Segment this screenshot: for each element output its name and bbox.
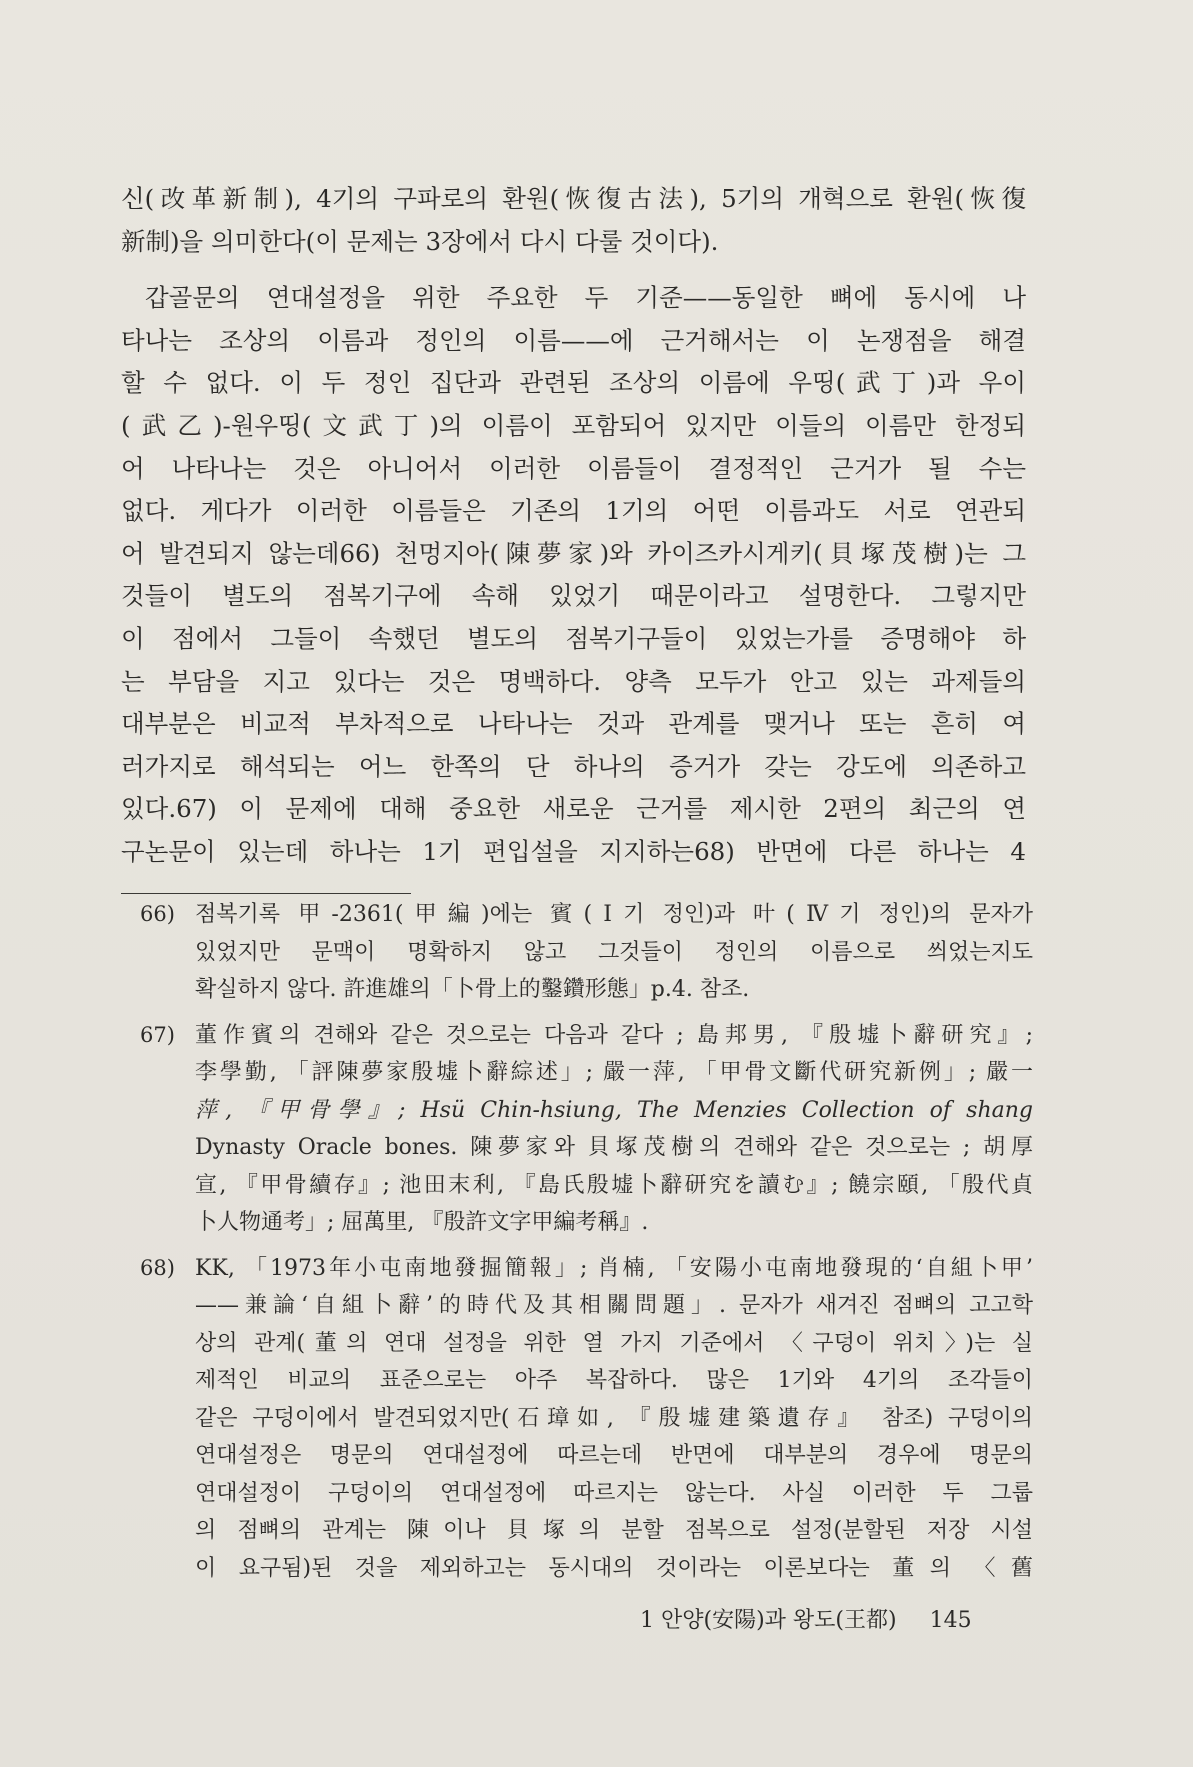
footnote-66 xyxy=(140,896,1033,1009)
footnote-line: 卜人物通考」; 屈萬里, 『殷許文字甲編考稱』. xyxy=(195,1210,649,1235)
footnote-line: Dynasty Oracle bones. 陳夢家와 貝塚茂樹의 견해와 같은 것으로는 ; 胡厚 xyxy=(195,1135,1033,1160)
text-line: 갑골문의 연대설정을 위한 주요한 두 기준——동일한 뼈에 동시에 나 xyxy=(145,283,1026,313)
footnote-67 xyxy=(140,1017,1033,1242)
text-line: 타나는 조상의 이름과 정인의 이름——에 근거해서는 이 논쟁점을 해결 xyxy=(121,325,1026,355)
text-line: 것들이 별도의 점복기구에 속해 있었기 때문이라고 설명한다. 그렇지만 xyxy=(121,581,1026,611)
footnote-line: 확실하지 않다. 許進雄의「卜骨上的鑿鑽形態」p.4. 참조. xyxy=(195,977,750,1002)
text-line: 구논문이 있는데 하나는 1기 편입설을 지지하는68) 반면에 다른 하나는 4 xyxy=(121,836,1026,866)
footnote-line: ——兼論‘自組卜辭’的時代及其相關問題」. 문자가 새겨진 점뼈의 고고학 xyxy=(195,1293,1033,1318)
text-line: 할 수 없다. 이 두 정인 집단과 관련된 조상의 이름에 우띵(武丁)과 우이 xyxy=(121,368,1026,398)
paragraph-1 xyxy=(121,178,1026,263)
text-line: 는 부담을 지고 있다는 것은 명백하다. 양측 모두가 안고 있는 과제들의 xyxy=(121,666,1026,696)
text-line: 대부분은 비교적 부차적으로 나타나는 것과 관계를 맺거나 또는 흔히 여 xyxy=(121,709,1026,739)
page-number: 145 xyxy=(929,1608,972,1633)
text-line: 어 나타나는 것은 아니어서 이러한 이름들이 결정적인 근거가 될 수는 xyxy=(121,453,1026,483)
footnote-number: 68) xyxy=(140,1255,175,1280)
footnote-line: 상의 관계(董의 연대 설정을 위한 열 가지 기준에서 〈구덩이 위치〉)는 실 xyxy=(195,1330,1033,1356)
text-line: 없다. 게다가 이러한 이름들은 기존의 1기의 어떤 이름과도 서로 연관되 xyxy=(121,496,1026,526)
footnote-line: 같은 구덩이에서 발견되었지만(石璋如, 『殷墟建築遺存』 참조) 구덩이의 xyxy=(195,1405,1033,1431)
footnote-line: 萍, 『甲骨學』; Hsü Chin-hsiung, The Menzies Collection of shang xyxy=(195,1097,1033,1123)
paragraph-2 xyxy=(121,277,1026,873)
main-text xyxy=(121,178,1026,874)
running-head: 1 안양(安陽)과 왕도(王都) xyxy=(640,1608,897,1633)
footnote-line: 있었지만 문맥이 명확하지 않고 그것들이 정인의 이름으로 씌었는지도 xyxy=(195,939,1033,965)
page-footer xyxy=(640,1603,972,1634)
footnote-number: 66) xyxy=(140,902,175,926)
footnote-line: 의 점뼈의 관계는 陳이나 貝塚의 분할 점복으로 설정(분할된 저장 시설 xyxy=(195,1518,1033,1543)
footnote-line: 연대설정이 구덩이의 연대설정에 따르지는 않는다. 사실 이러한 두 그룹 xyxy=(195,1480,1033,1506)
text-line: 新制)을 의미한다(이 문제는 3장에서 다시 다룰 것이다). xyxy=(121,226,719,256)
text-line: 있다.67) 이 문제에 대해 중요한 새로운 근거를 제시한 2편의 최근의 연 xyxy=(121,794,1026,824)
text-line: 이 점에서 그들이 속했던 별도의 점복기구들이 있었는가를 증명해야 하 xyxy=(121,623,1026,653)
footnote-line: 宣, 『甲骨續存』; 池田末利, 『島氏殷墟卜辭研究を讀む』; 饒宗頤, 「殷代貞 xyxy=(195,1172,1033,1198)
text-line: 어 발견되지 않는데66) 천멍지아(陳夢家)와 카이즈카시게키(貝塚茂樹)는 그 xyxy=(121,538,1026,568)
footnote-divider xyxy=(121,893,411,894)
footnote-line: 董作賓의 견해와 같은 것으로는 다음과 같다 ; 島邦男, 『殷墟卜辭研究』; xyxy=(195,1022,1033,1048)
footnote-line: 李學勤, 「評陳夢家殷墟卜辭綜述」; 嚴一萍, 「甲骨文斷代研究新例」; 嚴一 xyxy=(195,1060,1033,1085)
text-line: 러가지로 해석되는 어느 한쪽의 단 하나의 증거가 갖는 강도에 의존하고 xyxy=(121,751,1026,781)
footnote-line: KK, 「1973年小屯南地發掘簡報」; 肖楠, 「安陽小屯南地發現的‘自組卜甲’ xyxy=(195,1255,1033,1281)
footnote-line: 이 요구됨)된 것을 제외하고는 동시대의 것이라는 이론보다는 董의 〈舊 xyxy=(195,1555,1033,1581)
footnotes xyxy=(140,896,1033,1595)
paragraph-gap xyxy=(121,263,1026,277)
text-line: (武乙)-원우띵(文武丁)의 이름이 포함되어 있지만 이들의 이름만 한정되 xyxy=(121,410,1026,440)
footnote-line: 연대설정은 명문의 연대설정에 따르는데 반면에 대부분의 경우에 명문의 xyxy=(195,1443,1033,1468)
text-line: 신(改革新制), 4기의 구파로의 환원(恢復古法), 5기의 개혁으로 환원(恢復 xyxy=(121,184,1026,213)
footnote-number: 67) xyxy=(140,1022,175,1047)
footnote-68 xyxy=(140,1250,1033,1588)
footnote-line: 점복기록 甲-2361(甲編)에는 賓(Ⅰ기 정인)과 叶(Ⅳ기 정인)의 문자가 xyxy=(195,902,1033,927)
footnote-line: 제적인 비교의 표준으로는 아주 복잡하다. 많은 1기와 4기의 조각들이 xyxy=(195,1368,1033,1393)
